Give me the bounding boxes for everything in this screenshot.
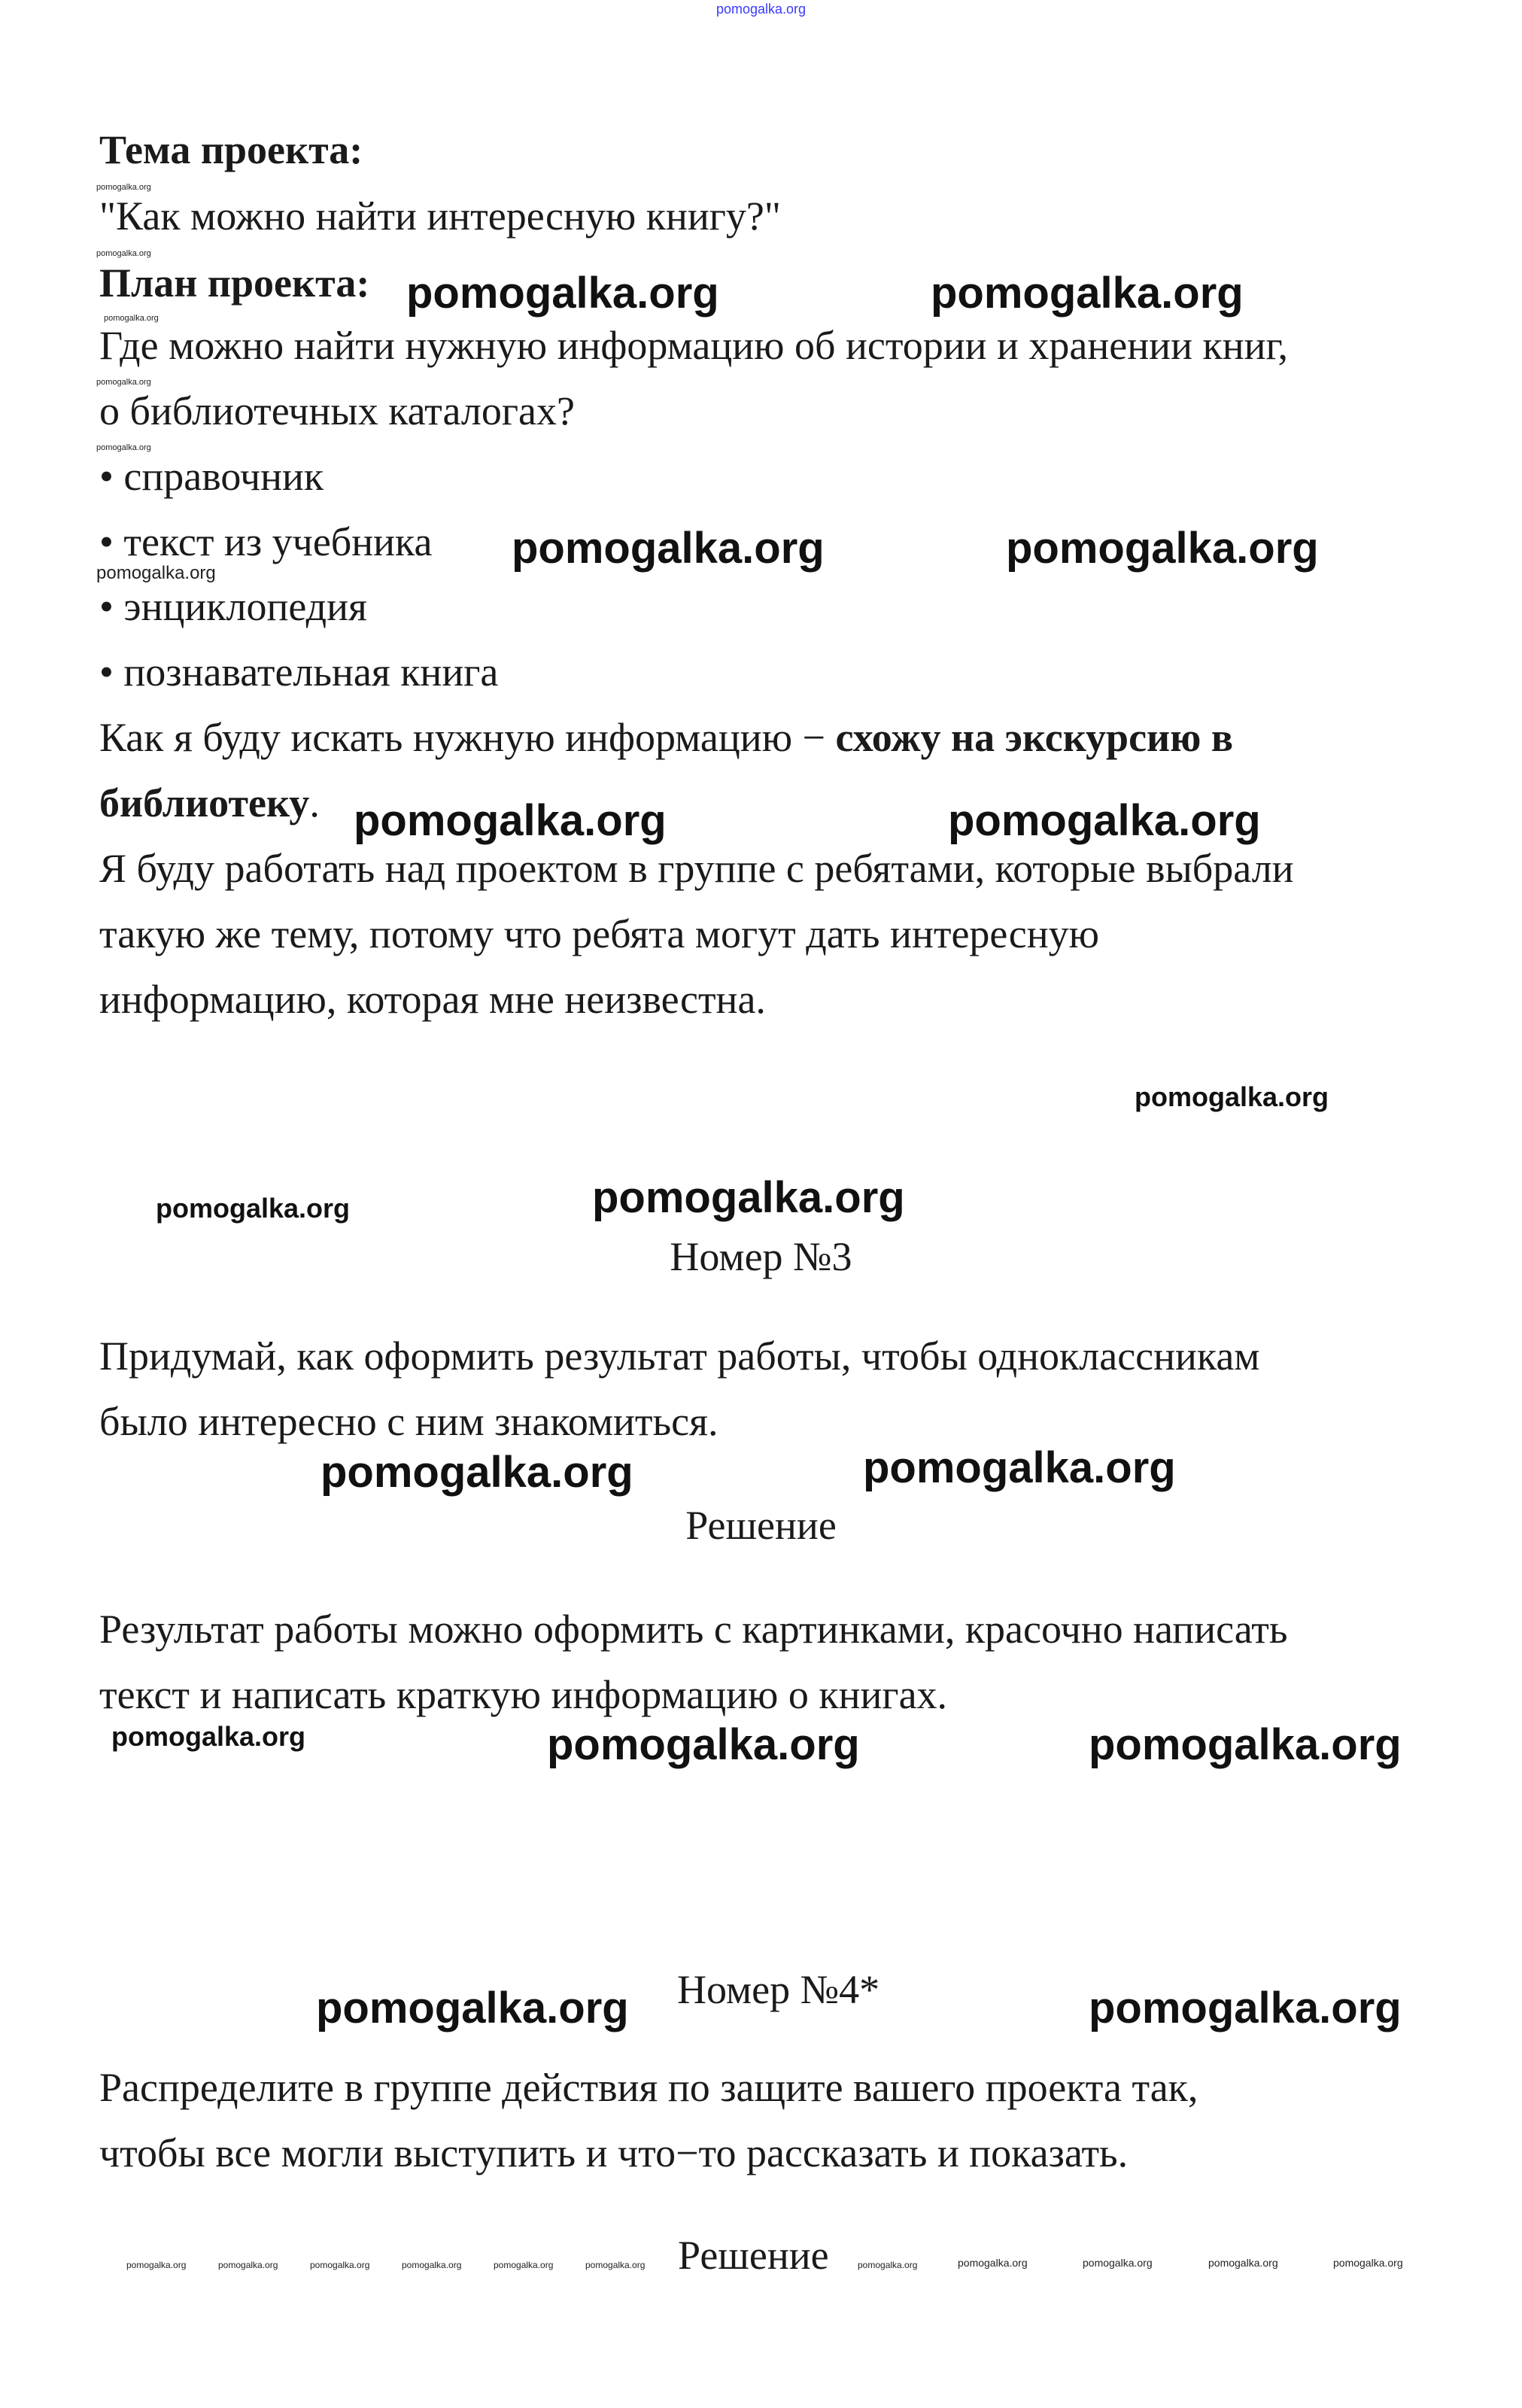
bullet-item: • текст из учебника [99, 519, 433, 564]
group-line: информацию, которая мне неизвестна. [99, 977, 766, 1022]
watermark-tiny: pomogalka.org [218, 2260, 278, 2270]
watermark-tiny: pomogalka.org [126, 2260, 187, 2270]
watermark-large: pomogalka.org [1006, 524, 1319, 573]
watermark-large: pomogalka.org [354, 796, 667, 845]
watermark-medium: pomogalka.org [111, 1721, 306, 1752]
group-line: Я буду работать над проектом в группе с ребятами, которые выбрали [99, 846, 1294, 891]
search-bold: библиотеку [99, 780, 310, 825]
task3-solution-label: Решение [685, 1503, 837, 1548]
watermark-tiny: pomogalka.org [402, 2260, 462, 2270]
watermark-large: pomogalka.org [547, 1720, 860, 1769]
watermark-small: pomogalka.org [96, 249, 151, 258]
watermark-tiny: pomogalka.org [310, 2260, 370, 2270]
watermark-tiny: pomogalka.org [1083, 2257, 1153, 2269]
search-line [99, 780, 320, 825]
search-end: . [309, 780, 320, 825]
search-line [99, 717, 1233, 758]
task3-question-line: Придумай, как оформить результат работы, чтобы одноклассникам [99, 1333, 1260, 1379]
watermark-tiny: pomogalka.org [494, 2260, 554, 2270]
watermark-large: pomogalka.org [321, 1448, 633, 1497]
task3-title: Номер №3 [670, 1234, 852, 1279]
search-bold: схожу на экскурсию в [835, 715, 1234, 760]
watermark-tiny: pomogalka.org [1208, 2257, 1278, 2269]
watermark-large: pomogalka.org [948, 796, 1261, 845]
watermark-small: pomogalka.org [96, 563, 216, 583]
watermark-large: pomogalka.org [1089, 1984, 1402, 2033]
watermark-tiny: pomogalka.org [858, 2260, 918, 2270]
watermark-large: pomogalka.org [592, 1173, 905, 1222]
task4-question-line: чтобы все могли выступить и что−то рассказать и показать. [99, 2130, 1129, 2175]
bullet-item: • справочник [99, 454, 324, 499]
bullet-item: • энциклопедия [99, 584, 367, 629]
watermark-large: pomogalka.org [863, 1443, 1176, 1492]
group-line: такую же тему, потому что ребята могут дать интересную [99, 911, 1099, 956]
watermark-medium: pomogalka.org [1135, 1081, 1329, 1112]
watermark-top: pomogalka.org [715, 2, 807, 17]
topic-text: "Как можно найти интересную книгу?" [99, 193, 781, 239]
task4-solution-label: Решение [678, 2233, 829, 2278]
watermark-medium: pomogalka.org [156, 1193, 351, 1224]
watermark-tiny: pomogalka.org [958, 2257, 1028, 2269]
watermark-small: pomogalka.org [96, 183, 151, 192]
question-line: Где можно найти нужную информацию об истории и хранении книг, [99, 323, 1289, 368]
watermark-tiny: pomogalka.org [1333, 2257, 1403, 2269]
topic-label: Тема проекта: [99, 127, 363, 172]
watermark-large: pomogalka.org [316, 1984, 629, 2033]
task3-answer-line: текст и написать краткую информацию о книгах. [99, 1672, 948, 1717]
watermark-small: pomogalka.org [96, 378, 151, 387]
watermark-small: pomogalka.org [104, 314, 159, 323]
bullet-item: • познавательная книга [99, 649, 499, 695]
task4-title: Номер №4* [677, 1967, 880, 2012]
task4-question-line: Распределите в группе действия по защите вашего проекта так, [99, 2065, 1198, 2110]
watermark-large: pomogalka.org [406, 269, 719, 318]
plan-label: План проекта: [99, 260, 370, 306]
search-prefix: Как я буду искать нужную информацию − [99, 715, 836, 760]
watermark-large: pomogalka.org [1089, 1720, 1402, 1769]
watermark-tiny: pomogalka.org [585, 2260, 646, 2270]
task3-answer-line: Результат работы можно оформить с картинками, красочно написать [99, 1607, 1288, 1652]
task3-question-line: было интересно с ним знакомиться. [99, 1399, 718, 1444]
watermark-large: pomogalka.org [512, 524, 825, 573]
watermark-small: pomogalka.org [96, 443, 151, 452]
watermark-large: pomogalka.org [931, 269, 1244, 318]
question-line: о библиотечных каталогах? [99, 388, 575, 433]
